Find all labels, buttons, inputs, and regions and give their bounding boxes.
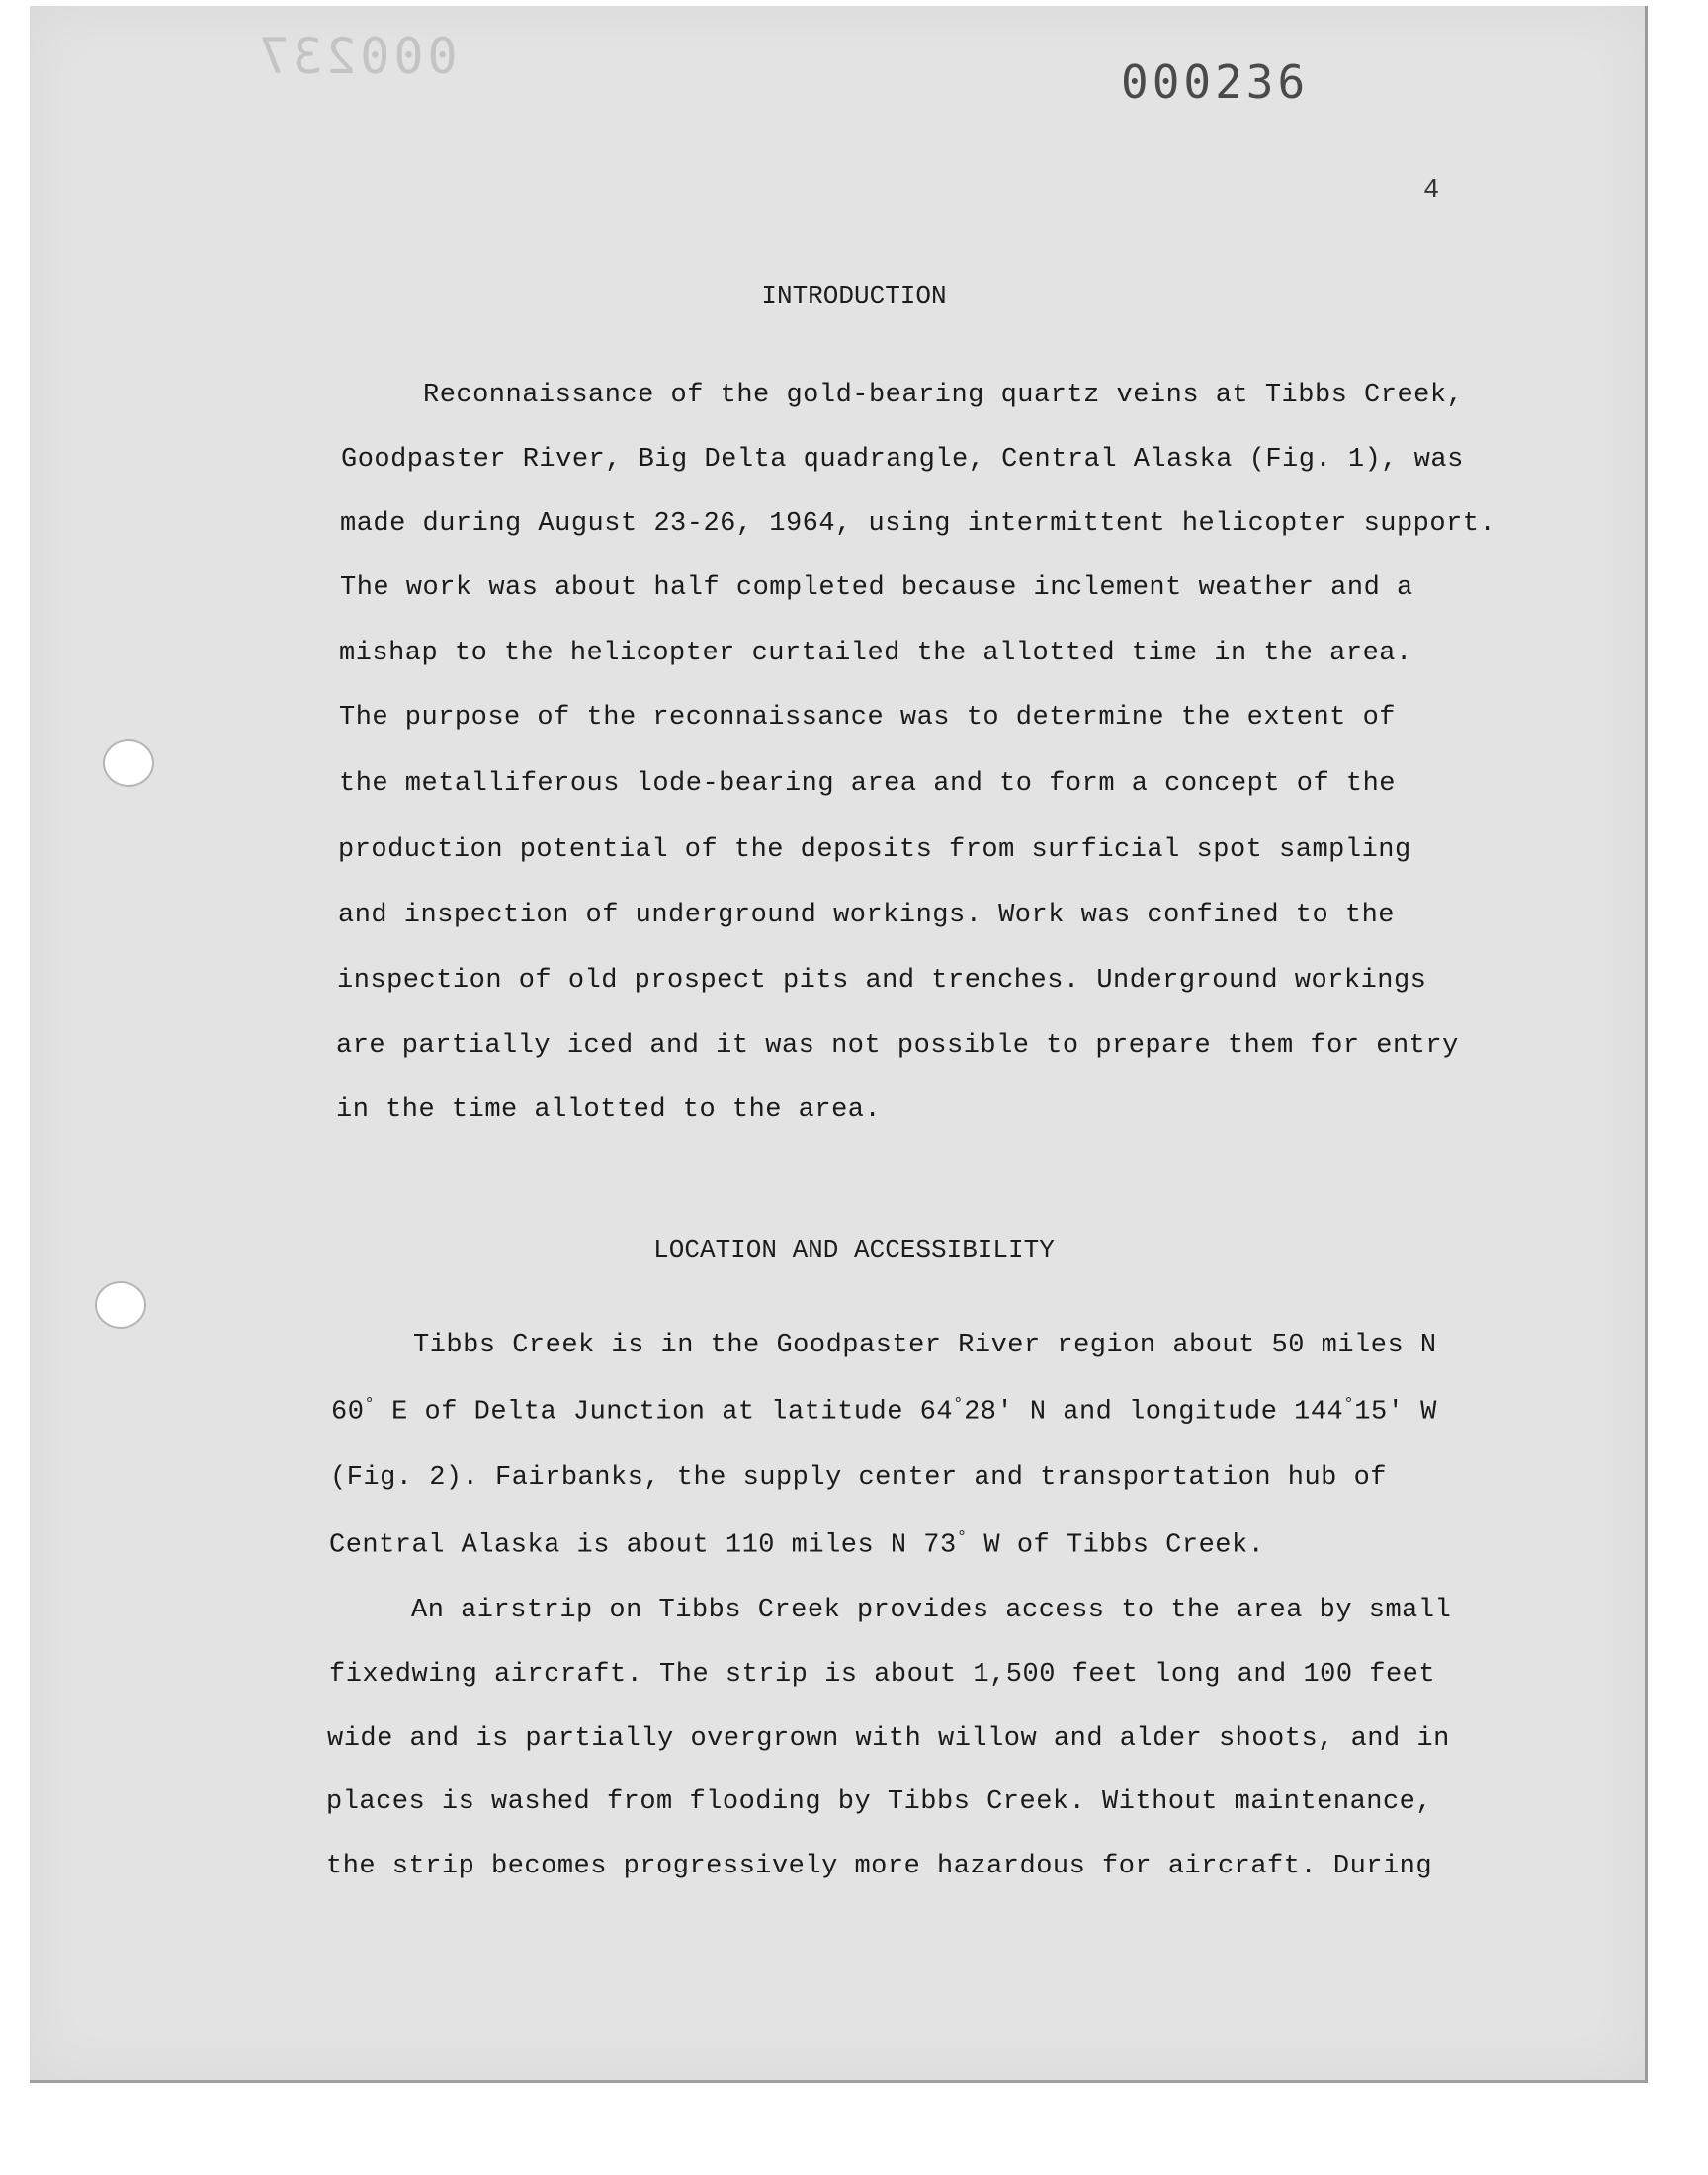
punch-hole-icon [103,740,154,787]
mirrored-bleed-through-stamp: 000237 [255,28,458,85]
page-number: 4 [1423,176,1440,206]
paragraph-line: The purpose of the reconnaissance was to determine the extent of [339,703,1396,733]
paragraph-line: Reconnaissance of the gold-bearing quartz veins at Tibbs Creek, [423,381,1464,410]
paragraph-line: Central Alaska is about 110 miles N 73° W of Tibbs Creek. [329,1528,1265,1561]
punch-hole-icon [95,1281,146,1329]
section-heading-introduction: INTRODUCTION [761,281,947,310]
paragraph-line: places is washed from flooding by Tibbs Creek. Without maintenance, [326,1787,1433,1817]
paragraph-line: inspection of old prospect pits and trenches. Underground workings [337,966,1427,996]
paragraph-line: 60° E of Delta Junction at latitude 64°28' N and longitude 144°15' W [331,1395,1437,1428]
paragraph-line: Tibbs Creek is in the Goodpaster River region about 50 miles N [413,1331,1437,1360]
paragraph-line: and inspection of underground workings. Work was confined to the [338,901,1395,930]
paragraph-line: fixedwing aircraft. The strip is about 1,500 feet long and 100 feet [329,1660,1436,1690]
paragraph-line: are partially iced and it was not possible to prepare them for entry [336,1031,1459,1061]
paragraph-line: production potential of the deposits from surficial spot sampling [338,835,1411,865]
paragraph-line: the metalliferous lode-bearing area and to form a concept of the [339,769,1396,799]
document-stamp-number: 000236 [1121,55,1310,109]
paragraph-line: The work was about half completed because inclement weather and a [340,573,1413,603]
paragraph-line: mishap to the helicopter curtailed the allotted time in the area. [339,639,1412,668]
paragraph-line: made during August 23-26, 1964, using intermittent helicopter support. [340,509,1496,539]
section-heading-location-and-accessibility: LOCATION AND ACCESSIBILITY [653,1235,1055,1264]
paragraph-line: in the time allotted to the area. [336,1095,882,1125]
paragraph-line: wide and is partially overgrown with willow and alder shoots, and in [327,1724,1450,1754]
paragraph-line: the strip becomes progressively more hazardous for aircraft. During [326,1852,1433,1881]
paragraph-line: (Fig. 2). Fairbanks, the supply center and transportation hub of [330,1463,1387,1493]
paragraph-line: An airstrip on Tibbs Creek provides access to the area by small [411,1596,1452,1625]
paragraph-line: Goodpaster River, Big Delta quadrangle, Central Alaska (Fig. 1), was [341,445,1464,475]
